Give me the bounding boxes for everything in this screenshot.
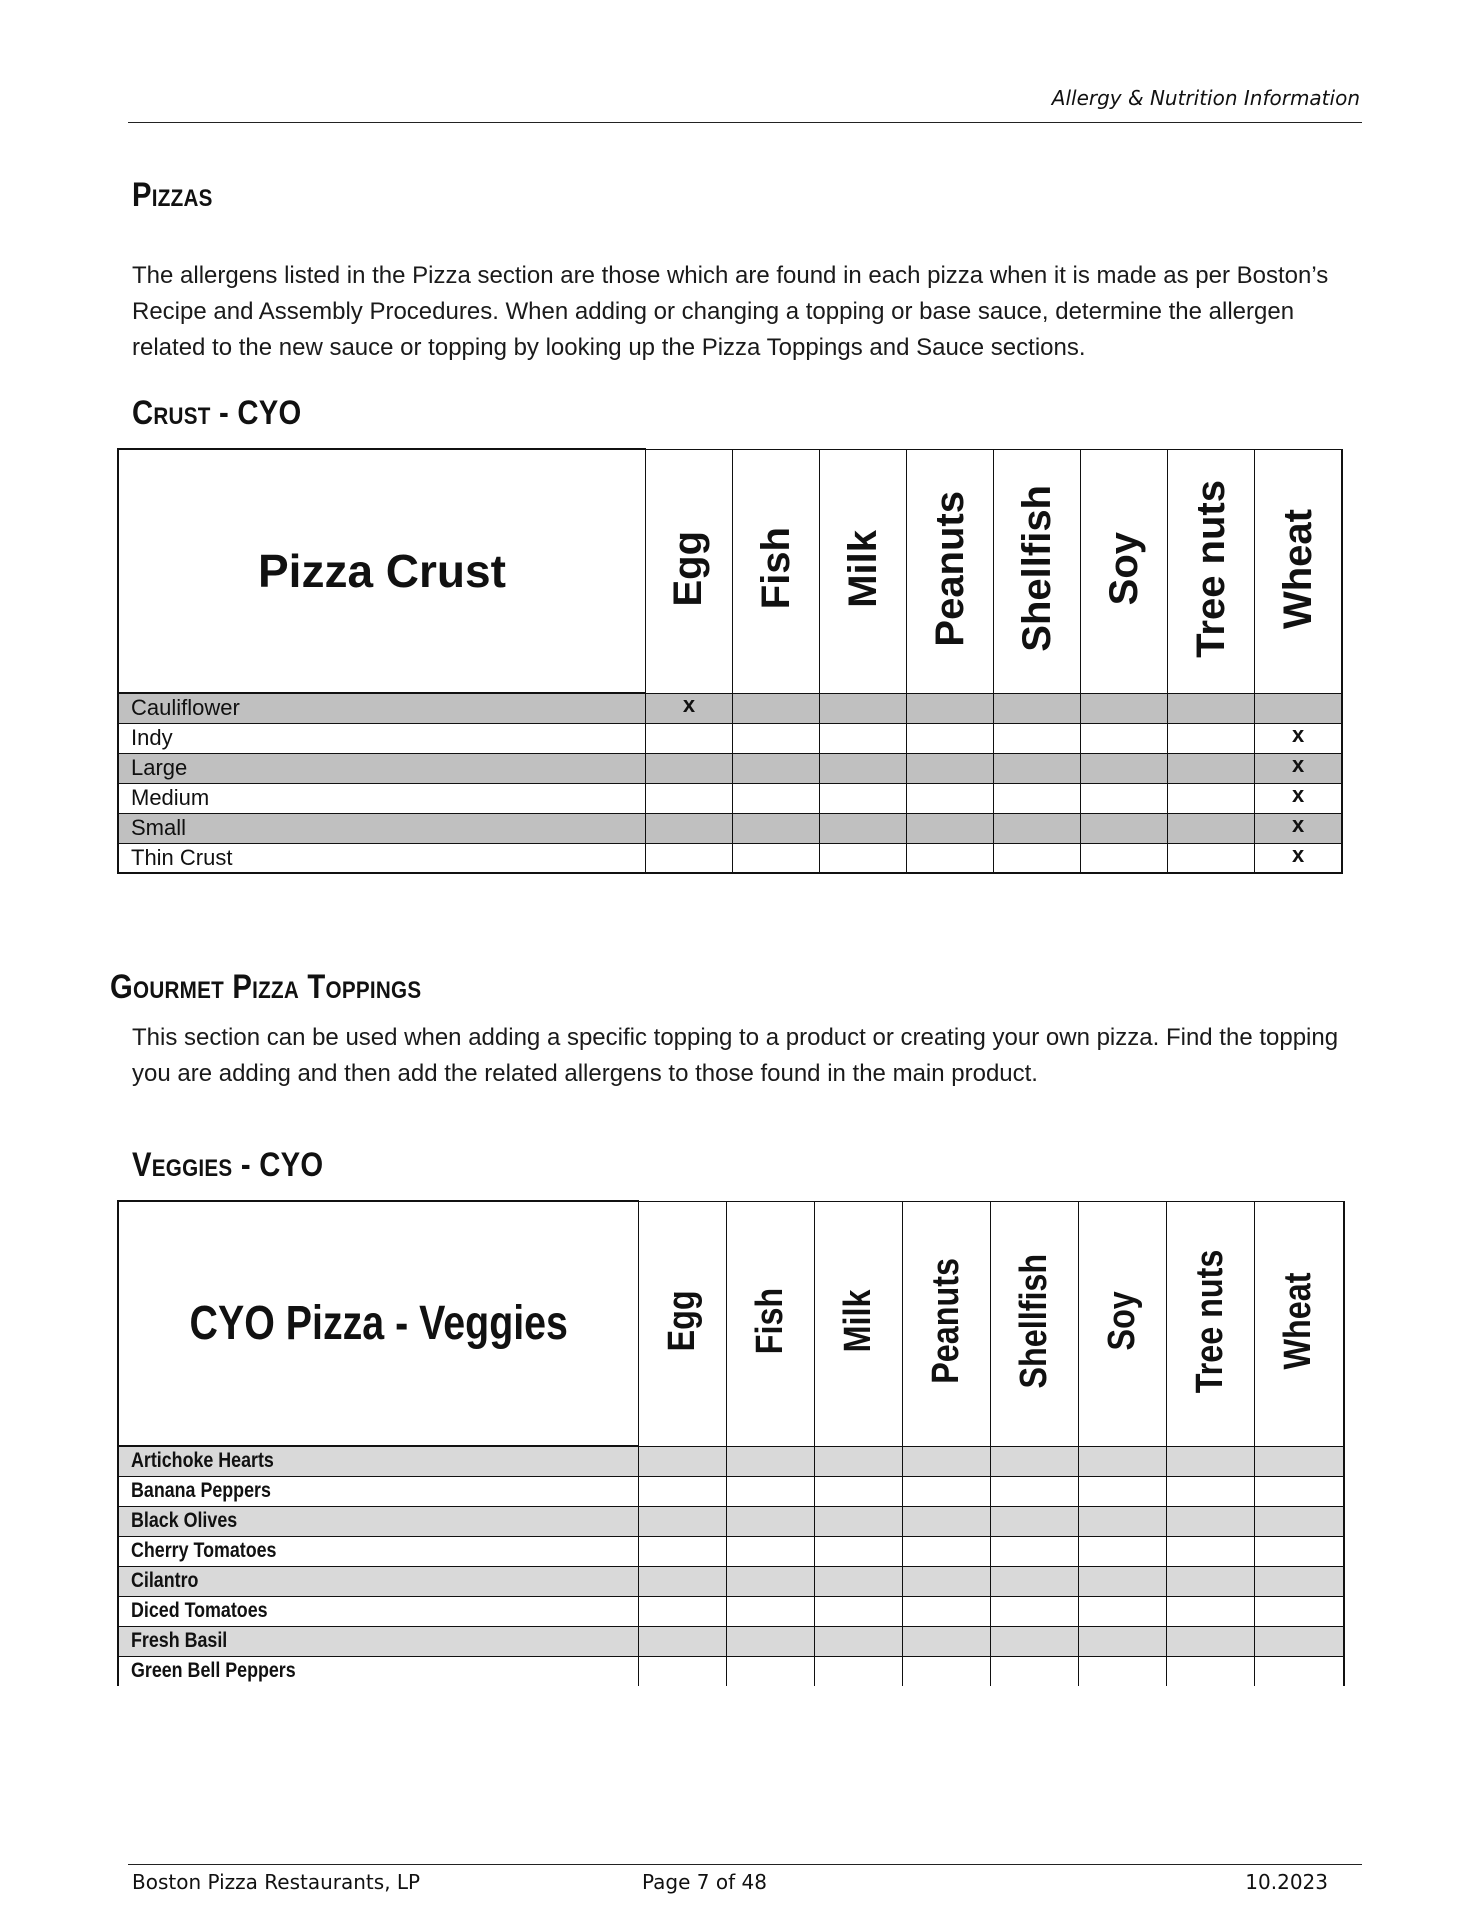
allergen-mark (1254, 1596, 1344, 1626)
allergen-mark (1166, 1566, 1254, 1596)
allergen-label: Wheat (1275, 508, 1320, 629)
allergen-label: Fish (753, 527, 798, 610)
row-item-label: Black Olives (131, 1509, 238, 1532)
row-item-name (118, 1476, 638, 1506)
veggies-header-row (118, 1201, 1344, 1446)
table-row (118, 1476, 1344, 1506)
allergen-mark (1254, 1536, 1344, 1566)
allergen-mark (1254, 1446, 1344, 1476)
footer-page-number: Page 7 of 48 (642, 1870, 767, 1894)
crust-table-title: Pizza Crust (118, 449, 645, 693)
allergen-mark (1078, 1656, 1166, 1686)
allergen-mark (726, 1446, 814, 1476)
allergen-mark (645, 783, 732, 813)
row-item-name (118, 843, 645, 873)
allergen-mark (902, 1656, 990, 1686)
row-item-label: Indy (131, 725, 173, 750)
table-row (118, 1596, 1344, 1626)
row-item-label: Diced Tomatoes (131, 1599, 268, 1622)
table-row (118, 1446, 1344, 1476)
allergen-mark (726, 1596, 814, 1626)
table-row (118, 1656, 1344, 1686)
row-item-label: Thin Crust (131, 844, 233, 870)
allergen-mark (732, 753, 819, 783)
row-item-label: Green Bell Peppers (131, 1659, 296, 1683)
allergen-mark (1168, 843, 1255, 873)
allergen-mark: x (1255, 813, 1342, 843)
allergen-header-egg (638, 1201, 726, 1446)
allergen-mark (820, 753, 907, 783)
allergen-mark (990, 1596, 1078, 1626)
allergen-mark (638, 1596, 726, 1626)
allergen-label: Tree nuts (1188, 1249, 1231, 1393)
allergen-mark (726, 1506, 814, 1536)
allergen-mark (1166, 1536, 1254, 1566)
allergen-header-milk (814, 1201, 902, 1446)
allergen-mark (814, 1476, 902, 1506)
allergen-mark (1081, 843, 1168, 873)
row-item-name (118, 1506, 638, 1536)
allergen-label: Peanuts (924, 1258, 967, 1384)
gourmet-heading: Gourmet Pizza Toppings (110, 968, 422, 1006)
row-item-name (118, 1656, 638, 1686)
row-item-label: Cauliflower (131, 695, 240, 721)
allergen-mark (907, 783, 994, 813)
allergen-mark (1078, 1476, 1166, 1506)
allergen-mark (902, 1476, 990, 1506)
allergen-mark: x (1255, 723, 1342, 753)
allergen-mark (1081, 813, 1168, 843)
allergen-mark (1166, 1656, 1254, 1686)
allergen-mark (814, 1506, 902, 1536)
veggies-table-body (118, 1446, 1344, 1686)
allergen-header-milk (820, 449, 907, 693)
allergen-mark (1078, 1566, 1166, 1596)
allergen-mark (902, 1626, 990, 1656)
allergen-mark (726, 1536, 814, 1566)
allergen-label: Shellfish (1014, 485, 1059, 652)
table-row (118, 753, 1342, 783)
allergen-mark (994, 753, 1081, 783)
allergen-mark (1168, 783, 1255, 813)
allergen-label: Wheat (1277, 1272, 1320, 1370)
allergen-mark (814, 1536, 902, 1566)
allergen-mark (726, 1626, 814, 1656)
allergen-mark (638, 1626, 726, 1656)
allergen-mark (990, 1446, 1078, 1476)
allergen-label: Egg (660, 1290, 703, 1352)
allergen-header-wheat (1255, 449, 1342, 693)
allergen-mark: x (645, 693, 732, 723)
table-row (118, 723, 1342, 753)
row-item-name (118, 1446, 638, 1476)
header-title: Allergy & Nutrition Information (1051, 86, 1360, 110)
allergen-mark (990, 1506, 1078, 1536)
allergen-mark (1168, 753, 1255, 783)
allergen-mark (814, 1596, 902, 1626)
allergen-mark (820, 783, 907, 813)
allergen-mark (1166, 1476, 1254, 1506)
allergen-mark (902, 1596, 990, 1626)
table-row (118, 1506, 1344, 1536)
allergen-label: Fish (748, 1287, 791, 1355)
allergen-mark (638, 1656, 726, 1686)
row-item-label: Banana Peppers (131, 1479, 271, 1502)
row-item-name (118, 1536, 638, 1566)
allergen-mark (732, 693, 819, 723)
table-row (118, 1566, 1344, 1596)
allergen-mark (1166, 1506, 1254, 1536)
allergen-header-wheat (1254, 1201, 1344, 1446)
allergen-mark: x (1255, 843, 1342, 873)
row-item-name (118, 693, 645, 723)
row-item-name (118, 1626, 638, 1656)
allergen-label: Milk (840, 529, 885, 608)
allergen-mark (907, 813, 994, 843)
allergen-mark (902, 1536, 990, 1566)
allergen-mark (907, 693, 994, 723)
allergen-header-fish (732, 449, 819, 693)
allergen-mark (907, 753, 994, 783)
allergen-mark (726, 1566, 814, 1596)
pizzas-description: The allergens listed in the Pizza section are those which are found in each pizza when it is made as per Boston’s Recipe and Assembly Procedures. When adding or changing a topping or base sauce, determine the allergen related to the new sauce or topping by looking up the Pizza Toppings and Sauce sections. (132, 262, 1329, 361)
allergen-mark (1254, 1656, 1344, 1686)
row-item-name (118, 753, 645, 783)
allergen-mark: x (1255, 753, 1342, 783)
row-item-label: Cilantro (131, 1569, 199, 1592)
allergen-label: Egg (666, 530, 711, 607)
table-row (118, 1626, 1344, 1656)
allergen-mark (1166, 1446, 1254, 1476)
allergen-label: Soy (1100, 1291, 1143, 1351)
allergen-mark (994, 723, 1081, 753)
crust-header-row (118, 449, 1342, 693)
allergen-header-fish (726, 1201, 814, 1446)
allergen-mark (814, 1626, 902, 1656)
allergen-mark (726, 1656, 814, 1686)
veggies-allergen-table (117, 1200, 1345, 1686)
allergen-mark: x (1255, 783, 1342, 813)
row-item-label: Cherry Tomatoes (131, 1539, 277, 1562)
allergen-mark (732, 813, 819, 843)
allergen-mark (1166, 1626, 1254, 1656)
allergen-header-tree-nuts (1168, 449, 1255, 693)
allergen-mark (1254, 1626, 1344, 1656)
allergen-mark (732, 783, 819, 813)
footer-company: Boston Pizza Restaurants, LP (132, 1870, 421, 1894)
allergen-mark (1255, 693, 1342, 723)
allergen-mark (1254, 1476, 1344, 1506)
allergen-mark (994, 693, 1081, 723)
allergen-mark (732, 843, 819, 873)
allergen-mark (1168, 723, 1255, 753)
allergen-header-soy (1078, 1201, 1166, 1446)
header-divider (128, 122, 1362, 123)
allergen-header-shellfish (990, 1201, 1078, 1446)
allergen-mark (638, 1446, 726, 1476)
allergen-mark (638, 1506, 726, 1536)
allergen-mark (1168, 693, 1255, 723)
allergen-mark (907, 723, 994, 753)
row-item-label: Fresh Basil (131, 1629, 228, 1652)
allergen-mark (1078, 1446, 1166, 1476)
row-item-name (118, 1566, 638, 1596)
table-row (118, 1536, 1344, 1566)
table-row (118, 813, 1342, 843)
allergen-mark (645, 813, 732, 843)
allergen-mark (990, 1476, 1078, 1506)
table-row (118, 783, 1342, 813)
allergen-mark (820, 723, 907, 753)
allergen-label: Tree nuts (1188, 479, 1233, 658)
allergen-mark (1078, 1626, 1166, 1656)
allergen-header-egg (645, 449, 732, 693)
row-item-label: Small (131, 815, 187, 840)
allergen-mark (814, 1446, 902, 1476)
allergen-mark (902, 1446, 990, 1476)
allergen-mark (814, 1566, 902, 1596)
allergen-mark (645, 843, 732, 873)
allergen-mark (1081, 753, 1168, 783)
row-item-label: Artichoke Hearts (131, 1449, 274, 1473)
veggies-table-title-text: CYO Pizza - Veggies (189, 1297, 568, 1350)
allergen-mark (994, 813, 1081, 843)
allergen-mark (994, 843, 1081, 873)
footer-divider (128, 1864, 1362, 1865)
allergen-mark (1081, 723, 1168, 753)
allergen-mark (1254, 1566, 1344, 1596)
allergen-mark (820, 813, 907, 843)
allergen-mark (638, 1566, 726, 1596)
allergen-mark (1254, 1506, 1344, 1536)
row-item-label: Medium (131, 785, 210, 810)
allergen-mark (645, 753, 732, 783)
allergen-mark (1078, 1536, 1166, 1566)
allergen-label: Milk (836, 1289, 879, 1353)
allergen-header-tree-nuts (1166, 1201, 1254, 1446)
table-row (118, 693, 1342, 723)
allergen-mark (990, 1566, 1078, 1596)
allergen-label: Peanuts (927, 490, 972, 647)
crust-heading: Crust - CYO (132, 394, 302, 432)
allergen-mark (645, 723, 732, 753)
allergen-mark (1081, 693, 1168, 723)
allergen-mark (638, 1476, 726, 1506)
allergen-mark (990, 1536, 1078, 1566)
allergen-mark (1081, 783, 1168, 813)
veggies-table-title (118, 1201, 638, 1446)
allergen-mark (990, 1626, 1078, 1656)
allergen-mark (907, 843, 994, 873)
gourmet-description: This section can be used when adding a specific topping to a product or creating your own pizza. Find the topping you are adding and then add the related allergens to those found in the main product. (132, 1024, 1339, 1087)
allergen-mark (732, 723, 819, 753)
veggies-heading: Veggies - CYO (132, 1146, 324, 1184)
allergen-mark (1168, 813, 1255, 843)
allergen-mark (1166, 1596, 1254, 1626)
row-item-label: Large (131, 755, 188, 780)
row-item-name (118, 783, 645, 813)
allergen-header-shellfish (994, 449, 1081, 693)
allergen-mark (814, 1656, 902, 1686)
row-item-name (118, 723, 645, 753)
allergen-mark (994, 783, 1081, 813)
allergen-label: Soy (1101, 531, 1146, 606)
row-item-name (118, 813, 645, 843)
footer-date: 10.2023 (1245, 1870, 1328, 1894)
allergen-mark (820, 693, 907, 723)
row-item-name (118, 1596, 638, 1626)
allergen-header-soy (1081, 449, 1168, 693)
allergen-header-peanuts (907, 449, 994, 693)
allergen-mark (820, 843, 907, 873)
allergen-mark (638, 1536, 726, 1566)
pizzas-heading: Pizzas (132, 176, 213, 214)
crust-table-body (118, 693, 1342, 873)
allergen-header-peanuts (902, 1201, 990, 1446)
allergen-label: Shellfish (1012, 1253, 1055, 1389)
allergen-mark (726, 1476, 814, 1506)
allergen-mark (902, 1566, 990, 1596)
crust-allergen-table (117, 448, 1343, 874)
allergen-mark (1078, 1506, 1166, 1536)
table-row (118, 843, 1342, 873)
allergen-mark (990, 1656, 1078, 1686)
allergen-mark (902, 1506, 990, 1536)
allergen-mark (1078, 1596, 1166, 1626)
